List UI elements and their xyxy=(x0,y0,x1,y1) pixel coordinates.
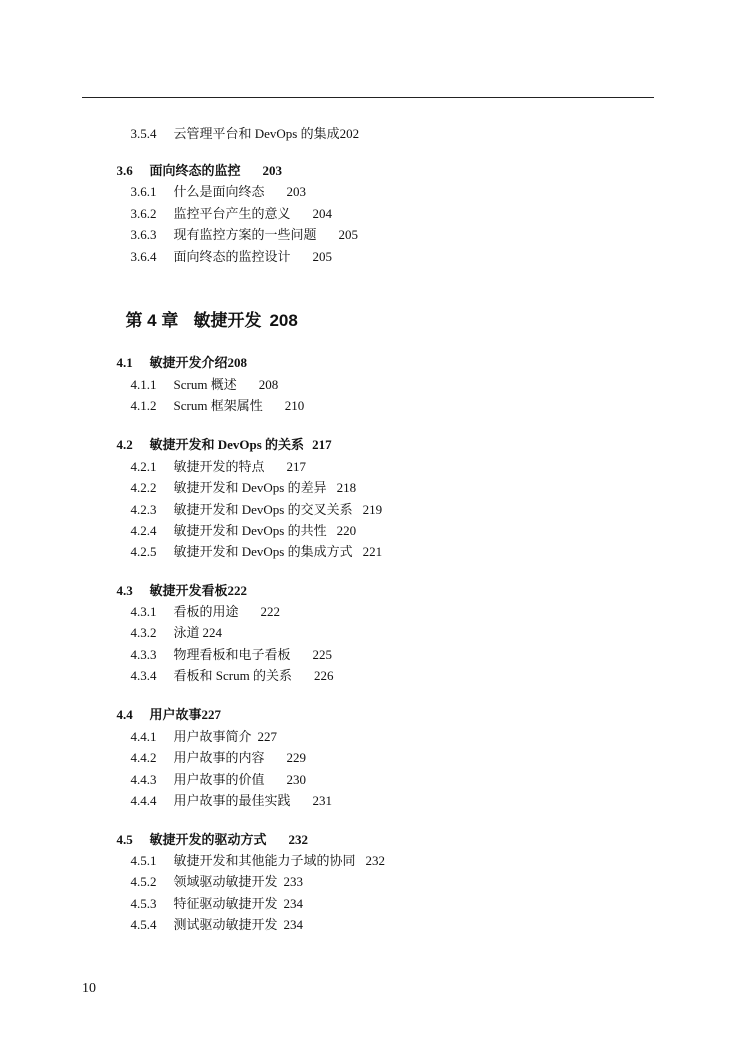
toc-entry-page: 232 xyxy=(365,853,386,868)
toc-entry-title: 用户故事的价值 xyxy=(173,772,265,787)
toc-entry-3-6-4[interactable] xyxy=(124,233,332,265)
toc-entry-page: 204 xyxy=(312,206,333,221)
toc-entry-title: 特征驱动敏捷开发 xyxy=(173,896,278,911)
toc-entry-number: 4.4.3 xyxy=(130,772,157,787)
toc-entry-number: 4.5.3 xyxy=(130,896,157,911)
toc-section-number: 4.3 xyxy=(116,583,133,598)
toc-entry-title: 物理看板和电子看板 xyxy=(173,647,291,662)
toc-entry-number: 4.2.4 xyxy=(130,523,157,538)
toc-entry-4-4-4[interactable] xyxy=(124,777,332,809)
toc-entry-number: 4.4.4 xyxy=(130,793,157,808)
toc-entry-number: 3.5.4 xyxy=(130,126,157,141)
toc-entry-page: 219 xyxy=(362,502,383,517)
toc-entry-page: 224 xyxy=(202,625,223,640)
toc-entry-page: 231 xyxy=(312,793,333,808)
toc-entry-page: 217 xyxy=(286,459,307,474)
toc-entry-number: 4.2.3 xyxy=(130,502,157,517)
toc-entry-title: 敏捷开发和其他能力子域的协同 xyxy=(173,853,356,868)
toc-entry-page: 208 xyxy=(258,377,279,392)
toc-entry-4-2-5[interactable] xyxy=(124,528,382,560)
toc-entry-number: 3.6.4 xyxy=(130,249,157,264)
toc-section-title: 敏捷开发介绍 xyxy=(149,355,228,370)
toc-entry-title: Scrum 概述 xyxy=(173,377,237,392)
toc-entry-title: 领域驱动敏捷开发 xyxy=(173,874,278,889)
toc-entry-title: 泳道 xyxy=(173,625,200,640)
page-number: 10 xyxy=(82,981,96,996)
toc-entry-page: 218 xyxy=(336,480,357,495)
toc-section-title: 面向终态的监控 xyxy=(149,163,241,178)
toc-section-page: 227 xyxy=(201,707,222,722)
toc-entry-number: 3.6.3 xyxy=(130,227,157,242)
toc-entry-number: 4.1.2 xyxy=(130,398,157,413)
toc-entry-number: 4.4.1 xyxy=(130,729,157,744)
toc-section-page: 217 xyxy=(312,437,332,452)
toc-entry-title: 云管理平台和 DevOps 的集成 xyxy=(173,126,340,141)
toc-entry-page: 202 xyxy=(339,126,360,141)
toc-entry-page: 230 xyxy=(286,772,307,787)
toc-chapter-number: 第 4 章 xyxy=(125,311,179,330)
toc-entry-page: 229 xyxy=(286,750,307,765)
toc-entry-page: 233 xyxy=(283,874,304,889)
toc-chapter-page: 208 xyxy=(269,311,298,330)
toc-section-title: 用户故事 xyxy=(149,707,202,722)
toc-section-page: 222 xyxy=(227,583,248,598)
toc-section-title: 敏捷开发和 DevOps 的关系 xyxy=(149,437,305,452)
toc-entry-title: 敏捷开发和 DevOps 的交叉关系 xyxy=(173,502,353,517)
toc-entry-4-1-2[interactable] xyxy=(124,382,304,414)
toc-entry-title: 用户故事的内容 xyxy=(173,750,265,765)
toc-entry-number: 3.6.1 xyxy=(130,184,157,199)
toc-entry-number: 3.6.2 xyxy=(130,206,157,221)
toc-entry-title: 敏捷开发和 DevOps 的差异 xyxy=(173,480,327,495)
toc-entry-page: 203 xyxy=(286,184,307,199)
toc-entry-title: 看板的用途 xyxy=(173,604,239,619)
toc-section-number: 4.1 xyxy=(116,355,133,370)
toc-section-page: 208 xyxy=(227,355,248,370)
toc-entry-number: 4.4.2 xyxy=(130,750,157,765)
toc-entry-page: 220 xyxy=(336,523,357,538)
toc-section-number: 4.2 xyxy=(116,437,133,452)
toc-entry-number: 4.2.1 xyxy=(130,459,157,474)
toc-entry-page: 234 xyxy=(283,896,304,911)
toc-entry-number: 4.3.1 xyxy=(130,604,157,619)
toc-section-number: 3.6 xyxy=(116,163,133,178)
toc-entry-title: Scrum 框架属性 xyxy=(173,398,263,413)
toc-section-number: 4.4 xyxy=(116,707,133,722)
toc-entry-title: 敏捷开发和 DevOps 的集成方式 xyxy=(173,544,353,559)
toc-entry-page: 221 xyxy=(362,544,383,559)
toc-entry-title: 监控平台产生的意义 xyxy=(173,206,291,221)
toc-entry-title: 面向终态的监控设计 xyxy=(173,249,291,264)
toc-entry-4-5-4[interactable] xyxy=(124,901,303,933)
toc-entry-page: 226 xyxy=(313,668,334,683)
toc-section-title: 敏捷开发看板 xyxy=(149,583,228,598)
toc-section-title: 敏捷开发的驱动方式 xyxy=(149,832,267,847)
toc-entry-title: 看板和 Scrum 的关系 xyxy=(173,668,292,683)
toc-entry-number: 4.3.2 xyxy=(130,625,157,640)
toc-entry-3-5-4[interactable] xyxy=(124,110,359,142)
toc-entry-title: 用户故事的最佳实践 xyxy=(173,793,291,808)
header-rule xyxy=(82,97,654,98)
toc-entry-page: 225 xyxy=(312,647,333,662)
toc-entry-title: 现有监控方案的一些问题 xyxy=(173,227,317,242)
toc-section-page: 203 xyxy=(262,163,283,178)
toc-entry-number: 4.3.3 xyxy=(130,647,157,662)
toc-entry-page: 210 xyxy=(284,398,305,413)
toc-entry-number: 4.3.4 xyxy=(130,668,157,683)
toc-entry-number: 4.5.1 xyxy=(130,853,157,868)
toc-entry-page: 227 xyxy=(257,729,278,744)
toc-entry-page: 205 xyxy=(338,227,359,242)
toc-section-page: 232 xyxy=(288,832,309,847)
toc-entry-number: 4.2.2 xyxy=(130,480,157,495)
toc-entry-page: 205 xyxy=(312,249,333,264)
toc-entry-number: 4.5.4 xyxy=(130,917,157,932)
toc-entry-title: 用户故事简介 xyxy=(173,729,252,744)
toc-entry-number: 4.2.5 xyxy=(130,544,157,559)
toc-entry-title: 敏捷开发和 DevOps 的共性 xyxy=(173,523,327,538)
toc-entry-page: 222 xyxy=(260,604,281,619)
toc-entry-number: 4.5.2 xyxy=(130,874,157,889)
toc-entry-title: 什么是面向终态 xyxy=(173,184,265,199)
toc-entry-number: 4.1.1 xyxy=(130,377,157,392)
toc-section-number: 4.5 xyxy=(116,832,133,847)
toc-chapter-title: 敏捷开发 xyxy=(193,311,262,330)
toc-entry-title: 敏捷开发的特点 xyxy=(173,459,265,474)
toc-chapter-4[interactable] xyxy=(116,288,298,332)
toc-entry-title: 测试驱动敏捷开发 xyxy=(173,917,278,932)
toc-entry-4-3-4[interactable] xyxy=(124,652,333,684)
toc-entry-page: 234 xyxy=(283,917,304,932)
